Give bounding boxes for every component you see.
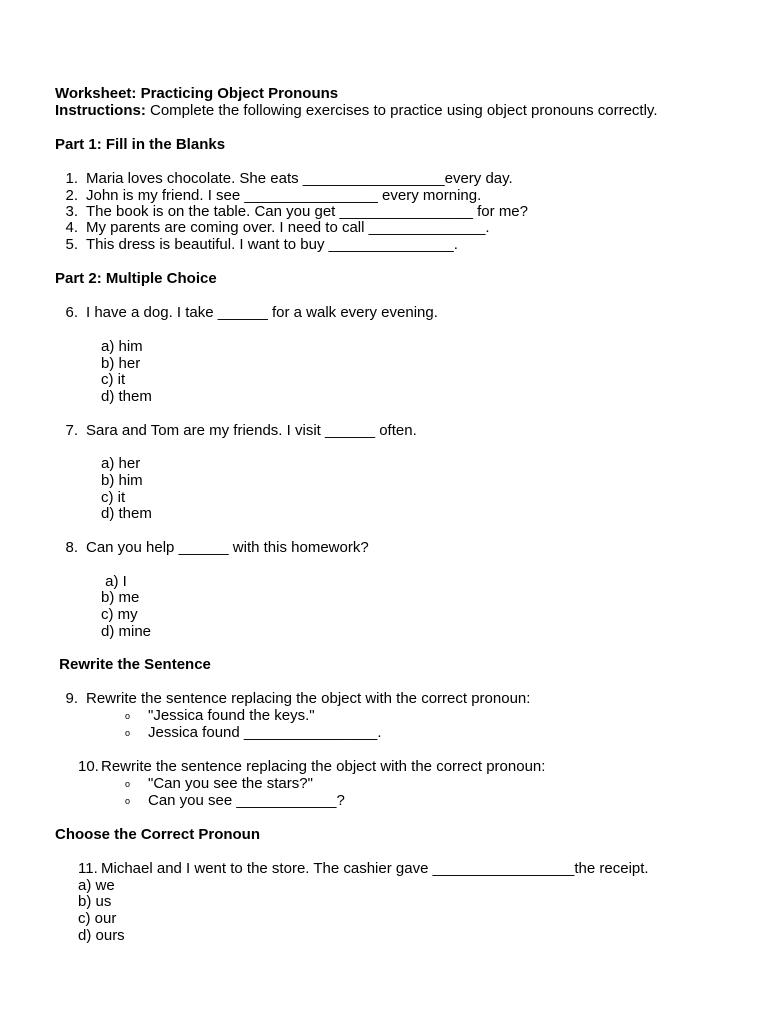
- part1-heading: Part 1: Fill in the Blanks: [55, 136, 226, 153]
- option: b) him: [101, 472, 143, 489]
- option: c) it: [101, 371, 126, 388]
- item-number: 8.: [65, 539, 78, 556]
- option: a) him: [101, 338, 143, 355]
- bullet-text: "Jessica found the keys.": [148, 707, 315, 724]
- item-text: Rewrite the sentence replacing the object with the correct pronoun:: [86, 690, 531, 707]
- bullet-icon: o: [125, 728, 131, 738]
- item-number: 9.: [65, 690, 78, 707]
- option: b) her: [101, 355, 141, 372]
- question-text: Michael and I went to the store. The cashier gave _________________the receipt.: [101, 860, 649, 877]
- list-item: [78, 758, 545, 775]
- item-text: The book is on the table. Can you get ________________ for me?: [86, 203, 528, 220]
- item-number: 5.: [65, 236, 78, 253]
- question-text: Sara and Tom are my friends. I visit ______ often.: [86, 422, 417, 439]
- instructions-text: Complete the following exercises to practice using object pronouns correctly.: [145, 102, 658, 119]
- part3-heading: Rewrite the Sentence: [55, 656, 211, 673]
- item-text: John is my friend. I see ________________ every morning.: [86, 187, 482, 204]
- option: c) my: [101, 606, 138, 623]
- option: a) I: [101, 573, 127, 590]
- option: b) us: [78, 893, 112, 910]
- list-item: [55, 203, 528, 220]
- part4-heading: Choose the Correct Pronoun: [55, 826, 261, 843]
- item-text: Maria loves chocolate. She eats _________________every day.: [86, 170, 513, 187]
- list-item: [55, 219, 490, 236]
- bullet-text: Jessica found ________________.: [148, 724, 382, 741]
- item-number: 10.: [78, 758, 99, 775]
- item-number: 2.: [65, 187, 78, 204]
- item-text: This dress is beautiful. I want to buy _______________.: [86, 236, 458, 253]
- option: c) our: [78, 910, 117, 927]
- option: c) it: [101, 489, 126, 506]
- question: [55, 422, 417, 439]
- list-item: [55, 690, 530, 707]
- question: [55, 539, 369, 556]
- item-number: 7.: [65, 422, 78, 439]
- option: a) her: [101, 455, 141, 472]
- bullet-text: Can you see ____________?: [148, 792, 345, 809]
- item-number: 3.: [65, 203, 78, 220]
- option: d) them: [101, 505, 152, 522]
- list-item: [55, 236, 458, 253]
- item-number: 6.: [65, 304, 78, 321]
- list-item: [55, 170, 513, 187]
- part2-heading: Part 2: Multiple Choice: [55, 270, 217, 287]
- item-number: 4.: [65, 219, 78, 236]
- bullet-icon: o: [125, 779, 131, 789]
- item-text: My parents are coming over. I need to call ______________.: [86, 219, 490, 236]
- instructions-label: Instructions:: [55, 102, 146, 119]
- question: [55, 304, 438, 321]
- option: d) ours: [78, 927, 125, 944]
- question-text: I have a dog. I take ______ for a walk every evening.: [86, 304, 438, 321]
- option: d) them: [101, 388, 152, 405]
- item-number: 1.: [65, 170, 78, 187]
- question-text: Can you help ______ with this homework?: [86, 539, 369, 556]
- bullet-icon: o: [125, 711, 131, 721]
- item-number: 11.: [78, 860, 98, 877]
- option: a) we: [78, 877, 115, 894]
- bullet-icon: o: [125, 796, 131, 806]
- bullet-text: "Can you see the stars?": [148, 775, 313, 792]
- option: b) me: [101, 589, 140, 606]
- item-text: Rewrite the sentence replacing the object with the correct pronoun:: [101, 758, 546, 775]
- instructions: [55, 102, 657, 119]
- worksheet-title: Worksheet: Practicing Object Pronouns: [55, 85, 339, 102]
- question: [78, 860, 649, 877]
- option: d) mine: [101, 623, 152, 640]
- list-item: [55, 187, 481, 204]
